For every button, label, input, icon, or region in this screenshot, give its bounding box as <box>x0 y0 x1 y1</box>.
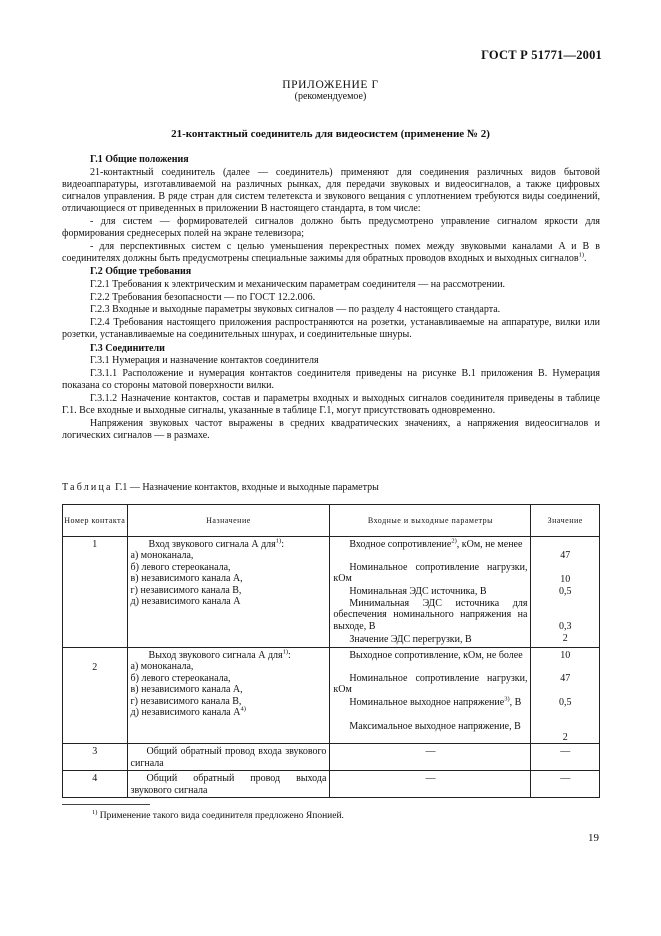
footnote-text: Применение такого вида соединителя предложено Японией. <box>97 811 344 821</box>
bullet-item <box>62 241 600 265</box>
page-number: 19 <box>588 832 599 844</box>
purpose-item: г) независимого канала В, <box>130 584 242 596</box>
purpose-item: д) независимого канала А <box>130 596 241 608</box>
bullet-end: . <box>583 253 587 265</box>
section-heading-g2: Г.2 Общие требования <box>90 266 192 278</box>
footnote <box>92 808 344 821</box>
cell-parameters <box>330 537 531 648</box>
purpose-item: г) независимого канала В, <box>130 695 242 707</box>
parameter: Минимальная ЭДС источника для обеспечения номинального напряжения на выходе, В <box>333 598 528 632</box>
parameter: Входное сопротивление$^{2)}$, кОм, не менее <box>349 537 523 550</box>
appendix-subtitle: (рекомендуемое) <box>294 91 367 102</box>
purpose-item: д) независимого канала $А^{4)}$ <box>130 705 246 719</box>
cell-parameters: — <box>330 771 531 798</box>
header-parameters: Входные и выходные параметры <box>330 505 531 537</box>
table-row <box>63 771 600 798</box>
purpose-item: а) моноканала, <box>130 661 194 673</box>
cell-values <box>531 537 600 648</box>
header-value: Значение <box>531 505 600 537</box>
standard-header: ГОСТ Р 51771—2001 <box>481 48 602 62</box>
paragraph: Г.2.2 Требования безопасности — по ГОСТ 12.2.006. <box>90 291 316 303</box>
table-row <box>63 744 600 771</box>
document-title: 21-контактный соединитель для видеосистем (применение № 2) <box>171 128 490 140</box>
value: 2 <box>562 732 568 743</box>
paragraph: Г.2.4 Требования настоящего приложения распространяются на розетки, устанавливаемые на аппаратуре, вилки или розетки, устанавливаемые на соединительных шнурах, и соединительные шнуры. <box>62 317 600 341</box>
parameter: Значение ЭДС перегрузки, В <box>349 634 472 645</box>
paragraph: Г.3.1.2 Назначение контактов, состав и параметры входных и выходных сигналов соединителя приведены в таблице Г.1. Все входные и выходные сигналы, указанные в таблице Г.1, могут присутствовать одновременно. <box>62 392 600 417</box>
footnote-divider <box>62 804 150 805</box>
table-row <box>63 648 600 744</box>
value: 10 <box>560 574 571 585</box>
parameter: Максимальное выходное напряжение, В <box>349 721 521 732</box>
footnote-ref: 1) <box>578 251 584 259</box>
cell-values <box>531 648 600 744</box>
cell-purpose: Общий обратный провод входа звукового сигнала <box>127 744 330 771</box>
purpose-item: б) левого стереоканала, <box>130 561 231 573</box>
cell-contact-number: 3 <box>63 744 128 771</box>
cell-contact-number: 1 <box>63 537 128 648</box>
table-header-row <box>63 505 600 537</box>
footnote-marker: 1) <box>92 808 98 816</box>
purpose-item: в) независимого канала А, <box>130 573 243 585</box>
purpose-heading: Вход звукового сигнала А для$^{1)}$: <box>148 537 284 550</box>
table-caption-text: Г.1 — Назначение контактов, входные и выходные параметры <box>112 482 379 493</box>
bullet-text: - для перспективных систем с целью уменьшения перекрестных помех между звуковыми каналами A и B в соединителях должны быть предусмотрены специальные зажимы для обратных проводов входных и выходных сигналов <box>62 240 600 265</box>
value: 0,5 <box>558 697 572 708</box>
parameter: Номинальная ЭДС источника, В <box>349 586 487 597</box>
paragraph: Г.2.1 Требования к электрическим и механическим параметрам соединителя — на рассмотрении. <box>90 279 506 291</box>
cell-contact-number: 2 <box>63 648 128 744</box>
table-row <box>63 537 600 648</box>
purpose-item: в) независимого канала А, <box>130 684 243 696</box>
section-heading-g1: Г.1 Общие положения <box>90 154 189 165</box>
appendix-title: ПРИЛОЖЕНИЕ Г <box>282 79 379 91</box>
cell-parameters: — <box>330 744 531 771</box>
parameter: Номинальное сопротивление нагрузки, кОм <box>333 673 528 696</box>
header-contact-number: Номер контакта <box>63 505 128 537</box>
cell-purpose <box>127 537 330 648</box>
contacts-table <box>62 504 600 798</box>
purpose-item: а) моноканала, <box>130 550 194 562</box>
value: 2 <box>562 633 568 644</box>
paragraph: Напряжения звуковых частот выражены в средних квадратических значениях, а напряжения видеосигналов и логических сигналов — в размахе. <box>62 417 600 441</box>
paragraph: Г.3.1 Нумерация и назначение контактов соединителя <box>90 355 319 367</box>
purpose-heading: Выход звукового сигнала А для$^{1)}$: <box>148 648 291 661</box>
cell-values: — <box>531 744 600 771</box>
cell-purpose <box>127 648 330 744</box>
table-caption <box>62 482 379 493</box>
body-text <box>62 153 600 442</box>
section-heading-g3: Г.3 Соединители <box>90 342 165 354</box>
cell-purpose: Общий обратный провод выхода звукового сигнала <box>127 771 330 798</box>
paragraph: Г.3.1.1 Расположение и нумерация контактов соединителя приведены на рисунке В.1 приложения В. Нумерация показана со стороны матовой поверхности вилки. <box>62 367 600 392</box>
value: 47 <box>560 673 571 684</box>
value: 0,5 <box>558 586 572 597</box>
value: 47 <box>560 550 571 561</box>
parameter: Выходное сопротивление, кОм, не более <box>349 650 523 661</box>
table-caption-word: Таблица <box>62 482 113 493</box>
paragraph: 21-контактный соединитель (далее — соединитель) применяют для соединения различных видов бытовой видеоаппаратуры, изготавливаемой на различных рынках, для передачи звуковых и видеосигналов, а также цифровых сигналов управления. В ряде стран для систем телетекста и звукового вещания с уплотнением требуются виды соединений, отличающиеся от приведенных в приложении В настоящего стандарта, в том числе: <box>62 166 600 215</box>
value: 0,3 <box>558 621 572 632</box>
bullet-item: - для систем — формирователей сигналов должно быть предусмотрено управление сигналом яркости для формирования среднесерых полей на экране телевизора; <box>62 216 600 240</box>
cell-contact-number: 4 <box>63 771 128 798</box>
paragraph: Г.2.3 Входные и выходные параметры звуковых сигналов — по разделу 4 настоящего стандарта. <box>90 304 501 316</box>
purpose-item: б) левого стереоканала, <box>130 672 231 684</box>
parameter: Номинальное выходное напряжение$^{3)}$, В <box>349 695 522 708</box>
parameter: Номинальное сопротивление нагрузки, кОм <box>333 562 528 585</box>
header-purpose: Назначение <box>127 505 330 537</box>
value: 10 <box>560 650 571 661</box>
cell-values: — <box>531 771 600 798</box>
cell-parameters <box>330 648 531 744</box>
